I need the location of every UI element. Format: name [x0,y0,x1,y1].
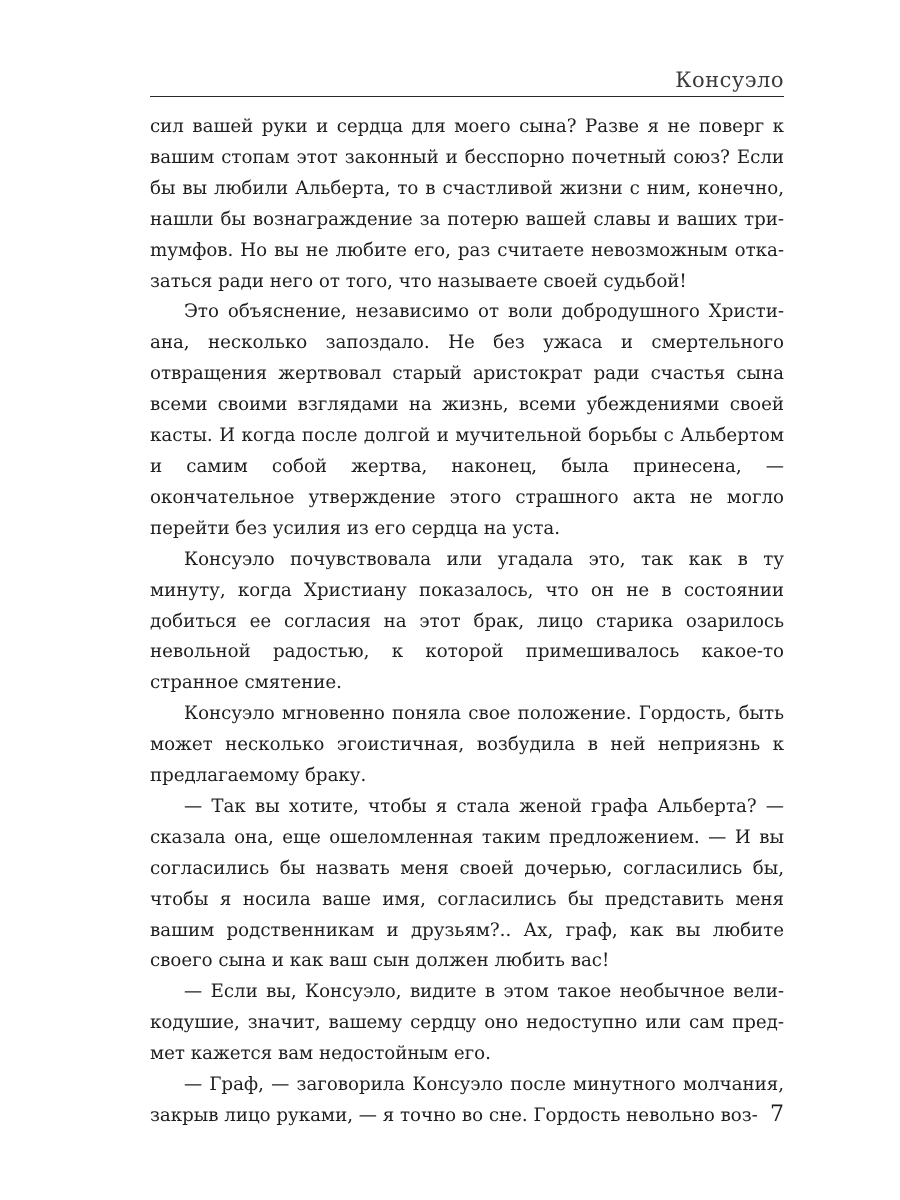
paragraph-dialogue: — Если вы, Консуэло, видите в этом такое необычное великодушие, значит, вашему сердцу оно недоступно или сам предмет кажется вам недостойным его. [150,981,784,1065]
paragraph: Консуэло мгновенно поняла свое положение. Гордость, быть может несколько эгоистичная, возбудила в ней неприязнь к предлагаемому браку. [150,703,784,787]
paragraph-dialogue: — Так вы хотите, чтобы я стала женой графа Альберта? — сказала она, еще ошеломленная таким предложением. — И вы согласились бы назвать меня своей дочерью, согласились бы, чтобы я носила ваше имя, согласились бы представить меня вашим родственникам и друзьям?.. Ах, граф, как вы любите своего сына и как ваш сын должен любить вас! [150,795,784,972]
running-head [150,66,784,97]
paragraph-continued: сил вашей руки и сердца для моего сына? Разве я не поверг к вашим стопам этот законный и бесспорно почетный союз? Если бы вы любили Альберта, то в счастливой жизни с ним, конечно, нашли бы вознаграждение за потерю вашей славы и ваших триmумфов. Но вы не любите его, раз считаете невозможным отказаться ради него от того, что называете своей судьбой! [150,116,784,292]
running-title: Консуэло [675,68,784,92]
paragraph: Это объяснение, независимо от воли добродушного Христиана, несколько запоздало. Не без ужаса и смертельного отвращения жертвовал старый аристократ ради счастья сына всеми своими взглядами на жизнь, всеми убеждениями своей касты. И когда после долгой и мучительной борьбы с Альбертом и самим собой жертва, наконец, была принесена, — окончательное утверждение этого страшного акта не могло перейти без усилия из его сердца на уста. [150,301,784,539]
page-number: 7 [770,1102,784,1127]
body-text [150,112,784,1132]
paragraph-dialogue: — Граф, — заговорила Консуэло после минутного молчания, закрыв лицо руками, — я точно во сне. Гордость невольно воз- [150,1074,784,1126]
paragraph: Консуэло почувствовала или угадала это, так как в ту минуту, когда Христиану показалось, что он не в состоянии добиться ее согласия на этот брак, лицо старика озарилось невольной радостью, к которой примешивалось какое-то странное смятение. [150,548,784,694]
